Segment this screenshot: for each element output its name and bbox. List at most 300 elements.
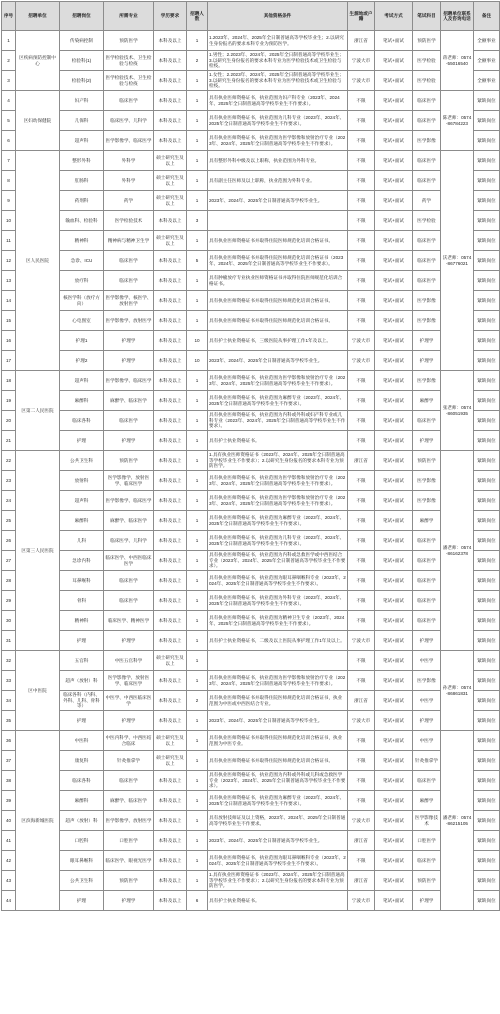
note-cell: 紧缺岗位 (474, 451, 500, 471)
note-cell: 紧缺岗位 (474, 231, 500, 251)
exam-method-cell: 笔试+面试 (375, 311, 413, 331)
exam-subject-cell: 口腔医学 (413, 831, 441, 851)
post-cell: 输血科、检验科 (60, 211, 104, 231)
note-cell: 紧缺岗位 (474, 571, 500, 591)
exam-subject-cell: 预防医学 (413, 31, 441, 51)
condition-cell (208, 211, 348, 231)
table-row (2, 631, 500, 651)
table-row (2, 651, 500, 671)
row-number: 41 (2, 831, 16, 851)
row-number: 3 (2, 71, 16, 91)
education-cell: 本科及以上 (154, 371, 187, 391)
origin-cell: 不限 (348, 291, 375, 311)
headcount-cell: 1 (187, 411, 208, 431)
major-cell: 医学影像学、临床医学 (104, 491, 154, 511)
condition-cell: 2023年、2024年、2025年全日制普通高等学校毕业生。 (208, 351, 348, 371)
table-row (2, 591, 500, 611)
row-number: 24 (2, 491, 16, 511)
origin-cell: 不限 (348, 731, 375, 751)
row-number: 32 (2, 651, 16, 671)
origin-cell: 不限 (348, 771, 375, 791)
exam-method-cell: 笔试+面试 (375, 331, 413, 351)
row-number: 6 (2, 131, 16, 151)
row-number: 31 (2, 631, 16, 651)
origin-cell: 宁波大市 (348, 711, 375, 731)
table-row (2, 611, 500, 631)
exam-subject-cell: 药学 (413, 191, 441, 211)
post-cell: 眼耳鼻喉科 (60, 851, 104, 871)
origin-cell: 不限 (348, 211, 375, 231)
note-cell: 紧缺岗位 (474, 371, 500, 391)
exam-subject-cell: 临床医学 (413, 531, 441, 551)
exam-subject-cell: 护理学 (413, 431, 441, 451)
table-row (2, 371, 500, 391)
exam-subject-cell: 临床医学 (413, 171, 441, 191)
condition-cell: 具有执业医师资格证书并取得住院医师规范化培训合格证书。 (208, 751, 348, 771)
education-cell: 本科及以上 (154, 871, 187, 891)
row-number: 36 (2, 731, 16, 751)
headcount-cell: 1 (187, 511, 208, 531)
headcount-cell: 1 (187, 371, 208, 391)
note-cell: 紧缺岗位 (474, 151, 500, 171)
row-number: 42 (2, 851, 16, 871)
education-cell: 本科及以上 (154, 791, 187, 811)
note-cell: 紧缺岗位 (474, 791, 500, 811)
note-cell: 紧缺岗位 (474, 591, 500, 611)
major-cell: 临床医学、中西医临床医学 (104, 551, 154, 571)
origin-cell: 不限 (348, 91, 375, 111)
exam-method-cell: 笔试+面试 (375, 211, 413, 231)
exam-subject-cell: 临床医学 (413, 591, 441, 611)
exam-subject-cell: 中医学 (413, 651, 441, 671)
table-row (2, 471, 500, 491)
row-number: 40 (2, 811, 16, 831)
row-number: 13 (2, 271, 16, 291)
exam-method-cell: 笔试+面试 (375, 631, 413, 651)
headcount-cell: 3 (187, 211, 208, 231)
row-number: 43 (2, 871, 16, 891)
table-row (2, 551, 500, 571)
row-number: 35 (2, 711, 16, 731)
major-cell: 护理学 (104, 711, 154, 731)
origin-cell: 宁波大市 (348, 51, 375, 71)
major-cell: 护理学 (104, 431, 154, 451)
column-header: 招聘单位 (16, 2, 60, 31)
note-cell: 紧缺岗位 (474, 311, 500, 331)
table-row (2, 151, 500, 171)
note-cell: 紧缺岗位 (474, 651, 500, 671)
exam-subject-cell: 护理学 (413, 331, 441, 351)
condition-cell: 具有执业医师资格证书，执业范围为医学影像和放射治疗专业（2023年、2024年、2025年全日制普通高等学校毕业生不作要求）。 (208, 471, 348, 491)
origin-cell: 不限 (348, 611, 375, 631)
note-cell: 紧缺岗位 (474, 691, 500, 711)
exam-method-cell: 笔试+面试 (375, 131, 413, 151)
exam-subject-cell: 临床医学 (413, 571, 441, 591)
row-number: 10 (2, 211, 16, 231)
major-cell: 外科学 (104, 171, 154, 191)
major-cell: 护理学 (104, 631, 154, 651)
post-cell: 精神科 (60, 611, 104, 631)
column-header: 招聘岗位 (60, 2, 104, 31)
headcount-cell: 1 (187, 491, 208, 511)
exam-subject-cell: 预防医学 (413, 451, 441, 471)
condition-cell: 具有护士执业资格证书，二级及以上医院从事护理工作1年及以上。 (208, 631, 348, 651)
exam-method-cell: 笔试+面试 (375, 651, 413, 671)
major-cell: 临床医学 (104, 91, 154, 111)
education-cell: 本科及以上 (154, 71, 187, 91)
headcount-cell: 1 (187, 731, 208, 751)
post-cell: 核医学科（放疗方向） (60, 291, 104, 311)
origin-cell: 浙江省 (348, 451, 375, 471)
education-cell: 硕士研究生及以上 (154, 751, 187, 771)
headcount-cell: 5 (187, 251, 208, 271)
major-cell: 中医五官科学 (104, 651, 154, 671)
headcount-cell: 1 (187, 291, 208, 311)
table-row (2, 111, 500, 131)
condition-cell: 具有执业医师资格证书，执业范围为内科或外科或妇产科专业或儿科专业（2023年、2024年、2025年全日制普通高等学校毕业生不作要求）。 (208, 411, 348, 431)
headcount-cell: 1 (187, 91, 208, 111)
post-cell: 放疗科 (60, 271, 104, 291)
major-cell: 医学影像学、放射医学 (104, 311, 154, 331)
table-row (2, 191, 500, 211)
exam-method-cell: 笔试+面试 (375, 511, 413, 531)
table-row (2, 771, 500, 791)
exam-method-cell: 笔试+面试 (375, 831, 413, 851)
column-header: 招聘人数 (187, 2, 208, 31)
condition-cell: 2023年、2024年、2025年全日制普通高等学校毕业生。 (208, 191, 348, 211)
post-cell: 超声（放射）科 (60, 811, 104, 831)
table-row (2, 571, 500, 591)
origin-cell: 浙江省 (348, 871, 375, 891)
column-header: 笔试科目 (413, 2, 441, 31)
major-cell: 中医学、中西医临床医学 (104, 691, 154, 711)
condition-cell: 具有执业医师资格证书，执业范围为麻醉专业（2023年、2024年、2025年全日制普通高等学校毕业生不作要求）。 (208, 791, 348, 811)
education-cell: 硕士研究生及以上 (154, 731, 187, 751)
table-row (2, 251, 500, 271)
origin-cell: 不限 (348, 371, 375, 391)
exam-method-cell: 笔试+面试 (375, 671, 413, 691)
education-cell: 本科及以上 (154, 671, 187, 691)
table-row (2, 491, 500, 511)
origin-cell: 不限 (348, 251, 375, 271)
exam-subject-cell: 医学影像 (413, 371, 441, 391)
row-number: 39 (2, 791, 16, 811)
headcount-cell: 1 (187, 831, 208, 851)
condition-cell: 2023年、2024年、2025年全日制普通高等学校毕业生。 (208, 711, 348, 731)
note-cell: 紧缺岗位 (474, 551, 500, 571)
education-cell: 本科及以上 (154, 631, 187, 651)
major-cell: 医学影像学、临床医学 (104, 371, 154, 391)
post-cell: 康复科 (60, 751, 104, 771)
education-cell: 本科及以上 (154, 31, 187, 51)
table-row (2, 511, 500, 531)
headcount-cell: 1 (187, 851, 208, 871)
headcount-cell: 1 (187, 71, 208, 91)
post-cell: 耳鼻喉科 (60, 571, 104, 591)
major-cell: 医学检验技术 (104, 211, 154, 231)
post-cell: 药剂科 (60, 191, 104, 211)
exam-subject-cell: 医学影像 (413, 291, 441, 311)
condition-cell: 具有执业医师资格证书，执业范围为医学影像和放射治疗专业（2023年、2024年、2025年全日制普通高等学校毕业生不作要求）。 (208, 371, 348, 391)
column-header: 备注 (474, 2, 500, 31)
post-cell: 口腔科 (60, 831, 104, 851)
row-number: 26 (2, 531, 16, 551)
post-cell: 骨科 (60, 591, 104, 611)
note-cell: 紧缺岗位 (474, 471, 500, 491)
note-cell: 紧缺岗位 (474, 251, 500, 271)
headcount-cell: 1 (187, 791, 208, 811)
column-header: 生源地或户籍 (348, 2, 375, 31)
row-number: 19 (2, 391, 16, 411)
row-number: 29 (2, 591, 16, 611)
origin-cell: 浙江省 (348, 31, 375, 51)
condition-cell: 具有整形外科中级及以上职称，执业范围为外科专业。 (208, 151, 348, 171)
exam-subject-cell: 医学检验 (413, 71, 441, 91)
headcount-cell: 1 (187, 651, 208, 671)
headcount-cell: 1 (187, 391, 208, 411)
table-row (2, 91, 500, 111)
headcount-cell: 1 (187, 811, 208, 831)
exam-subject-cell: 临床医学 (413, 91, 441, 111)
exam-subject-cell: 医学影像 (413, 311, 441, 331)
education-cell: 本科及以上 (154, 711, 187, 731)
post-cell: 临床各科（内科、外科、儿科、骨科等） (60, 691, 104, 711)
condition-cell: 具有副主任医师及以上职称，执业范围为外科专业。 (208, 171, 348, 191)
exam-method-cell: 笔试+面试 (375, 591, 413, 611)
education-cell: 本科及以上 (154, 391, 187, 411)
condition-cell: 具有执业医师资格证书，执业范围为麻醉专业（2023年、2024年、2025年全日制普通高等学校毕业生不作要求）。 (208, 511, 348, 531)
note-cell: 紧缺岗位 (474, 871, 500, 891)
exam-method-cell: 笔试+面试 (375, 611, 413, 631)
contact-cell: 陈老师：0574-86784223 (441, 91, 474, 151)
note-cell: 紧缺岗位 (474, 411, 500, 431)
origin-cell: 不限 (348, 751, 375, 771)
major-cell: 护理学 (104, 891, 154, 911)
row-number: 12 (2, 251, 16, 271)
exam-method-cell: 笔试+面试 (375, 191, 413, 211)
exam-method-cell: 笔试+面试 (375, 691, 413, 711)
note-cell: 紧缺岗位 (474, 331, 500, 351)
post-cell: 麻醉科 (60, 791, 104, 811)
headcount-cell: 1 (187, 611, 208, 631)
education-cell: 本科及以上 (154, 91, 187, 111)
row-number: 9 (2, 191, 16, 211)
contact-cell: 沃老师：0574-86776021 (441, 151, 474, 371)
education-cell: 本科及以上 (154, 431, 187, 451)
condition-cell: 具有执业医师资格证书，执业范围为外科专业（2023年、2024年、2025年全日制普通高等学校毕业生不作要求）。 (208, 591, 348, 611)
note-cell: 紧缺岗位 (474, 731, 500, 751)
exam-method-cell: 笔试+面试 (375, 851, 413, 871)
note-cell: 紧缺岗位 (474, 851, 500, 871)
note-cell: 紧缺岗位 (474, 271, 500, 291)
headcount-cell: 1 (187, 671, 208, 691)
major-cell: 口腔医学 (104, 831, 154, 851)
education-cell: 本科及以上 (154, 691, 187, 711)
exam-subject-cell: 中医学 (413, 731, 441, 751)
major-cell: 医学检验技术、卫生检验与检疫 (104, 51, 154, 71)
exam-method-cell: 笔试+面试 (375, 751, 413, 771)
row-number: 17 (2, 351, 16, 371)
exam-subject-cell: 护理学 (413, 891, 441, 911)
table-row (2, 811, 500, 831)
table-header-row (2, 2, 500, 31)
condition-cell: 具有护士执业资格证书，三级医院从事护理工作1年及以上。 (208, 331, 348, 351)
post-cell: 中医科 (60, 731, 104, 751)
headcount-cell: 1 (187, 531, 208, 551)
headcount-cell: 10 (187, 331, 208, 351)
exam-subject-cell: 护理学 (413, 711, 441, 731)
post-cell: 麻醉科 (60, 391, 104, 411)
post-cell: 临床各科 (60, 771, 104, 791)
post-cell: 护理2 (60, 351, 104, 371)
contact-cell: 张老师：0574-86051935 (441, 371, 474, 451)
row-number: 21 (2, 431, 16, 451)
post-cell: 心电图室 (60, 311, 104, 331)
exam-method-cell: 笔试+面试 (375, 431, 413, 451)
unit-cell: 区中医院 (16, 651, 60, 731)
note-cell: 紧缺岗位 (474, 291, 500, 311)
exam-method-cell: 笔试+面试 (375, 351, 413, 371)
post-cell: 护理1 (60, 331, 104, 351)
exam-subject-cell: 临床医学 (413, 611, 441, 631)
condition-cell: 具有执业医师资格证书，执业范围为儿科专业（2023年、2024年、2025年全日制普通高等学校毕业生不作要求）。 (208, 531, 348, 551)
table-row (2, 531, 500, 551)
education-cell: 本科及以上 (154, 271, 187, 291)
headcount-cell: 1 (187, 711, 208, 731)
post-cell: 五官科 (60, 651, 104, 671)
post-cell: 儿保科 (60, 111, 104, 131)
education-cell: 本科及以上 (154, 891, 187, 911)
headcount-cell: 6 (187, 891, 208, 911)
origin-cell: 宁波大市 (348, 631, 375, 651)
table-row (2, 171, 500, 191)
education-cell: 硕士研究生及以上 (154, 151, 187, 171)
condition-cell: 具有执业医师资格证书，执业范围为儿科专业（2023年、2024年、2025年全日制普通高等学校毕业生不作要求）。 (208, 111, 348, 131)
table-row (2, 271, 500, 291)
note-cell: 紧缺岗位 (474, 171, 500, 191)
condition-cell: 1.具有执业医师资格证书（2023年、2024年、2025年全日制普通高等学校毕业生不作要求）；2.以研究生身份报名的要求本科专业为预防医学。 (208, 451, 348, 471)
row-number: 28 (2, 571, 16, 591)
table-row (2, 711, 500, 731)
education-cell: 本科及以上 (154, 591, 187, 611)
exam-method-cell: 笔试+面试 (375, 711, 413, 731)
post-cell: 超声科 (60, 371, 104, 391)
origin-cell: 宁波大市 (348, 331, 375, 351)
education-cell: 本科及以上 (154, 511, 187, 531)
headcount-cell: 1 (187, 131, 208, 151)
major-cell: 针灸推拿学 (104, 751, 154, 771)
exam-method-cell: 笔试+面试 (375, 451, 413, 471)
post-cell: 肛肠科 (60, 171, 104, 191)
education-cell: 本科及以上 (154, 471, 187, 491)
condition-cell: 具有执业医师资格证书并取得住院医师规范化培训合格证书。 (208, 231, 348, 251)
exam-subject-cell: 预防医学 (413, 871, 441, 891)
education-cell: 本科及以上 (154, 831, 187, 851)
post-cell: 公共卫生科 (60, 451, 104, 471)
headcount-cell: 10 (187, 351, 208, 371)
origin-cell: 不限 (348, 591, 375, 611)
post-cell: 检验科(2) (60, 71, 104, 91)
condition-cell: 具有执业医师资格证书，执业范围为医学影像和放射治疗专业（2023年、2024年、2025年全日制普通高等学校毕业生不作要求）。 (208, 491, 348, 511)
exam-subject-cell: 临床医学 (413, 151, 441, 171)
headcount-cell: 1 (187, 551, 208, 571)
post-cell: 临床各科 (60, 411, 104, 431)
contact-cell: 孙老师：0574-86861831 (441, 651, 474, 731)
origin-cell: 不限 (348, 151, 375, 171)
major-cell: 预防医学 (104, 31, 154, 51)
row-number: 7 (2, 151, 16, 171)
table-row (2, 291, 500, 311)
note-cell: 紧缺岗位 (474, 891, 500, 911)
headcount-cell: 1 (187, 751, 208, 771)
exam-subject-cell: 医学影像 (413, 471, 441, 491)
major-cell: 护理学 (104, 331, 154, 351)
exam-method-cell: 笔试+面试 (375, 491, 413, 511)
note-cell: 紧缺岗位 (474, 831, 500, 851)
education-cell: 本科及以上 (154, 851, 187, 871)
column-header: 学历要求 (154, 2, 187, 31)
row-number: 37 (2, 751, 16, 771)
origin-cell: 不限 (348, 671, 375, 691)
row-number: 14 (2, 291, 16, 311)
origin-cell: 不限 (348, 411, 375, 431)
exam-subject-cell: 医学影像 (413, 671, 441, 691)
major-cell: 医学影像学、核医学、放射医学 (104, 291, 154, 311)
note-cell: 紧缺岗位 (474, 491, 500, 511)
post-cell: 护理 (60, 431, 104, 451)
row-number: 30 (2, 611, 16, 631)
education-cell: 本科及以上 (154, 131, 187, 151)
major-cell: 麻醉学、临床医学 (104, 791, 154, 811)
column-header: 考试方式 (375, 2, 413, 31)
exam-method-cell: 笔试+面试 (375, 171, 413, 191)
row-number: 27 (2, 551, 16, 571)
note-cell: 紧缺岗位 (474, 771, 500, 791)
major-cell: 临床医学、儿科学 (104, 111, 154, 131)
major-cell: 临床医学、眼视光医学 (104, 851, 154, 871)
column-header: 序号 (2, 2, 16, 31)
exam-method-cell: 笔试+面试 (375, 411, 413, 431)
table-row (2, 891, 500, 911)
exam-subject-cell: 麻醉学 (413, 391, 441, 411)
headcount-cell: 1 (187, 271, 208, 291)
unit-cell: 区第三人民医院 (16, 451, 60, 651)
table-row (2, 391, 500, 411)
exam-subject-cell: 临床医学 (413, 771, 441, 791)
contact-cell: 蒋老师：0574-55016540 (441, 31, 474, 91)
major-cell: 药学 (104, 191, 154, 211)
row-number: 2 (2, 51, 16, 71)
major-cell: 临床医学、儿科学 (104, 531, 154, 551)
exam-method-cell: 笔试+面试 (375, 551, 413, 571)
condition-cell: 具有执业医师资格证书，执业范围为内科或外科或儿科或急救医学专业（2023年、2024年、2025年全日制普通高等学校毕业生不作要求）。 (208, 771, 348, 791)
condition-cell: 1.2023年、2024年、2025年全日制普通高等学校毕业生；2.以研究生身份报名的要求本科专业为预防医学。 (208, 31, 348, 51)
origin-cell: 不限 (348, 791, 375, 811)
post-cell: 超声科 (60, 491, 104, 511)
condition-cell: 具有执业医师资格证书，执业范围为妇产科专业（2023年、2024年、2025年全日制普通高等学校毕业生不作要求）。 (208, 91, 348, 111)
exam-subject-cell: 医学影像技术 (413, 811, 441, 831)
note-cell: 紧缺岗位 (474, 671, 500, 691)
condition-cell: 具有执业医师资格证书并取得住院医师规范化培训合格证书，执业范围为中医或中西医结合专业。 (208, 691, 348, 711)
education-cell: 本科及以上 (154, 611, 187, 631)
post-cell: 护理 (60, 891, 104, 911)
exam-method-cell: 笔试+面试 (375, 471, 413, 491)
major-cell: 中医内科学、中西医结合临床 (104, 731, 154, 751)
major-cell: 麻醉学、临床医学 (104, 511, 154, 531)
headcount-cell: 2 (187, 691, 208, 711)
table-row (2, 131, 500, 151)
row-number: 20 (2, 411, 16, 431)
